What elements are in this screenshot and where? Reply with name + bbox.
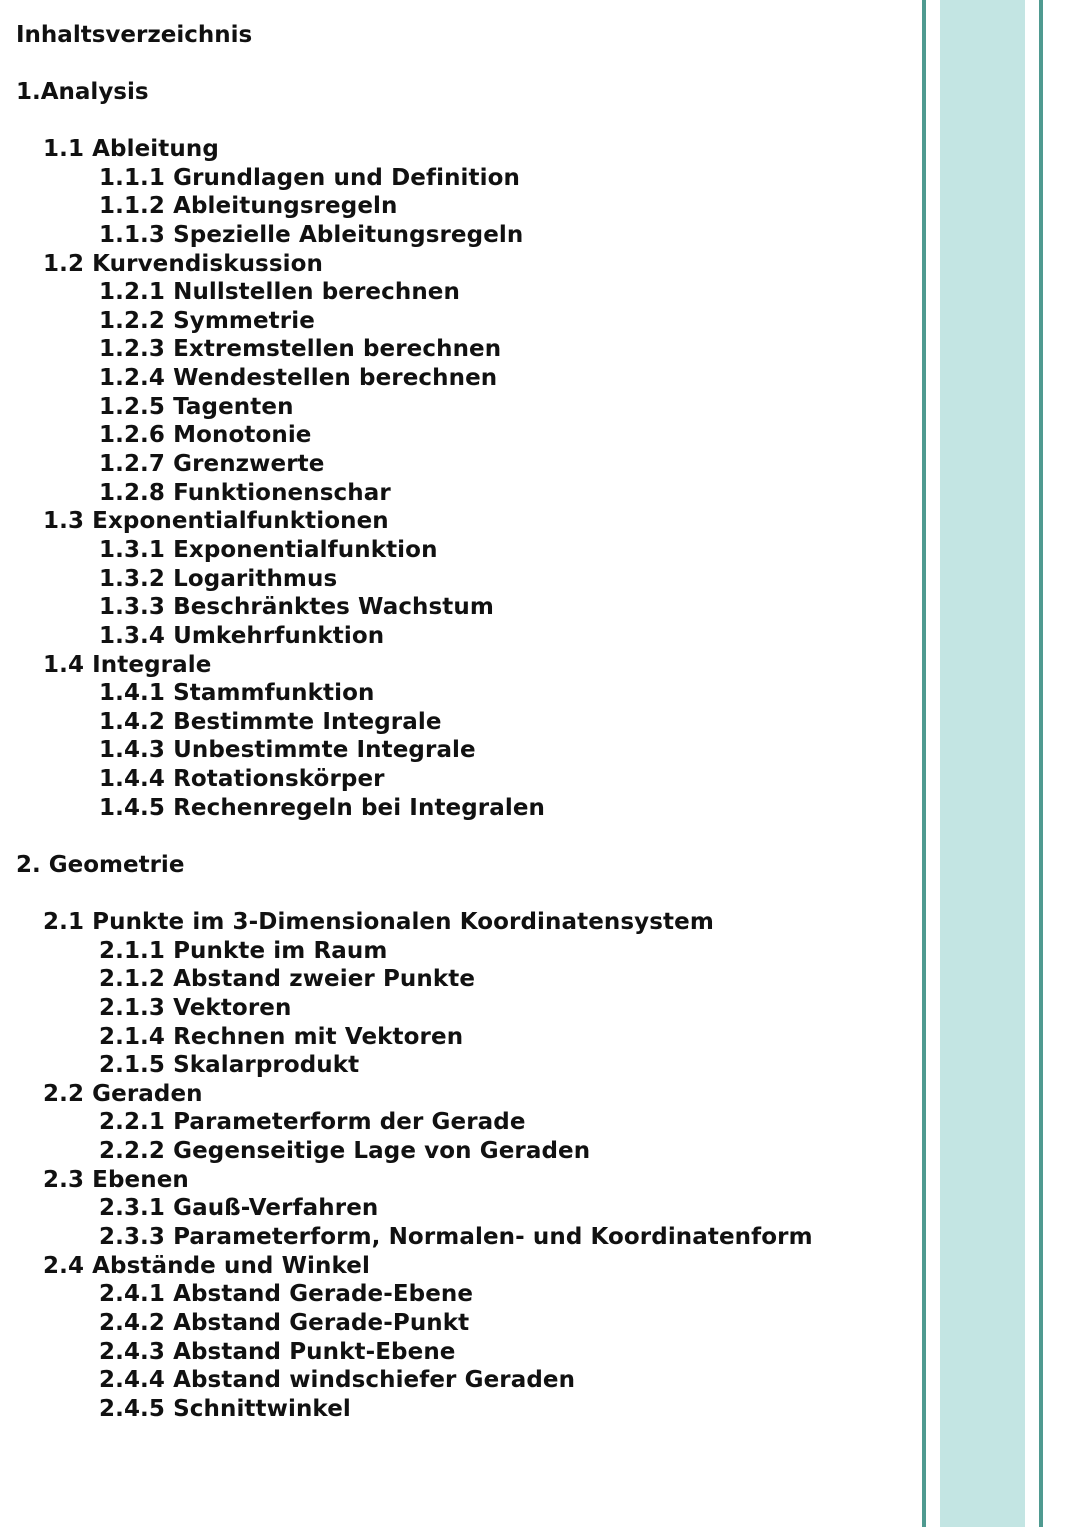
toc-subsection-entry: 1.3.2 Logarithmus: [99, 565, 338, 592]
chapter-heading-geometrie: 2. Geometrie: [16, 852, 185, 878]
toc-subsection-entry: 1.2.5 Tagenten: [99, 393, 294, 420]
toc-subsection-entry: 2.3.3 Parameterform, Normalen- und Koordinatenform: [99, 1224, 813, 1251]
toc-subsection-entry: 2.4.4 Abstand windschiefer Geraden: [99, 1367, 576, 1394]
toc-section-entry: 1.2 Kurvendiskussion: [43, 250, 323, 277]
decorative-band-line-right: [1039, 0, 1043, 1527]
toc-section-analysis: [0, 135, 900, 822]
toc-subsection-entry: 2.4.3 Abstand Punkt-Ebene: [99, 1338, 456, 1365]
toc-subsection-entry: 2.3.1 Gauß-Verfahren: [99, 1195, 379, 1222]
toc-subsection-entry: 1.2.2 Symmetrie: [99, 307, 315, 334]
toc-subsection-entry: 1.4.1 Stammfunktion: [99, 680, 375, 707]
toc-subsection-entry: 2.1.1 Punkte im Raum: [99, 937, 388, 964]
decorative-band-gap-left: [926, 0, 940, 1527]
toc-subsection-entry: 1.1.3 Spezielle Ableitungsregeln: [99, 221, 524, 248]
toc-subsection-entry: 2.1.3 Vektoren: [99, 994, 292, 1021]
decorative-band-fill: [940, 0, 1025, 1527]
toc-subsection-entry: 2.1.4 Rechnen mit Vektoren: [99, 1023, 464, 1050]
decorative-band-gap-right: [1025, 0, 1039, 1527]
toc-subsection-entry: 2.4.2 Abstand Gerade-Punkt: [99, 1309, 470, 1336]
toc-subsection-entry: 1.4.3 Unbestimmte Integrale: [99, 737, 476, 764]
toc-section-entry: 1.3 Exponentialfunktionen: [43, 508, 389, 535]
toc-subsection-entry: 1.2.3 Extremstellen berechnen: [99, 336, 502, 363]
toc-subsection-entry: 1.1.1 Grundlagen und Definition: [99, 164, 520, 191]
toc-subsection-entry: 1.3.4 Umkehrfunktion: [99, 622, 385, 649]
toc-section-entry: 1.1 Ableitung: [43, 136, 219, 162]
toc-subsection-entry: 1.2.8 Funktionenschar: [99, 479, 391, 506]
toc-subsection-entry: 2.1.5 Skalarprodukt: [99, 1052, 360, 1079]
toc-subsection-entry: 1.2.4 Wendestellen berechnen: [99, 365, 498, 392]
toc-subsection-entry: 1.2.6 Monotonie: [99, 422, 312, 449]
toc-section-entry: 2.1 Punkte im 3-Dimensionalen Koordinatensystem: [43, 909, 714, 935]
toc-section-entry: 1.4 Integrale: [43, 651, 212, 678]
toc-subsection-entry: 1.4.2 Bestimmte Integrale: [99, 708, 442, 735]
toc-subsection-entry: 2.4.5 Schnittwinkel: [99, 1395, 351, 1422]
toc-subsection-entry: 1.4.5 Rechenregeln bei Integralen: [99, 794, 546, 821]
toc-subsection-entry: 1.2.7 Grenzwerte: [99, 451, 325, 478]
chapter-heading-analysis: 1.Analysis: [16, 79, 149, 105]
toc-section-entry: 2.4 Abstände und Winkel: [43, 1252, 370, 1279]
toc-subsection-entry: 1.4.4 Rotationskörper: [99, 766, 385, 793]
toc-subsection-entry: 2.2.1 Parameterform der Gerade: [99, 1109, 526, 1136]
toc-subsection-entry: 1.3.3 Beschränktes Wachstum: [99, 594, 494, 621]
toc-subsection-entry: 1.1.2 Ableitungsregeln: [99, 193, 398, 220]
toc-subsection-entry: 2.2.2 Gegenseitige Lage von Geraden: [99, 1138, 591, 1165]
toc-subsection-entry: 1.2.1 Nullstellen berechnen: [99, 279, 460, 306]
toc-section-entry: 2.2 Geraden: [43, 1080, 203, 1107]
page-title: Inhaltsverzeichnis: [16, 22, 253, 48]
toc-subsection-entry: 1.3.1 Exponentialfunktion: [99, 536, 438, 563]
toc-subsection-entry: 2.1.2 Abstand zweier Punkte: [99, 966, 476, 993]
toc-subsection-entry: 2.4.1 Abstand Gerade-Ebene: [99, 1281, 474, 1308]
toc-section-geometrie: [0, 908, 900, 1424]
toc-section-entry: 2.3 Ebenen: [43, 1166, 189, 1193]
